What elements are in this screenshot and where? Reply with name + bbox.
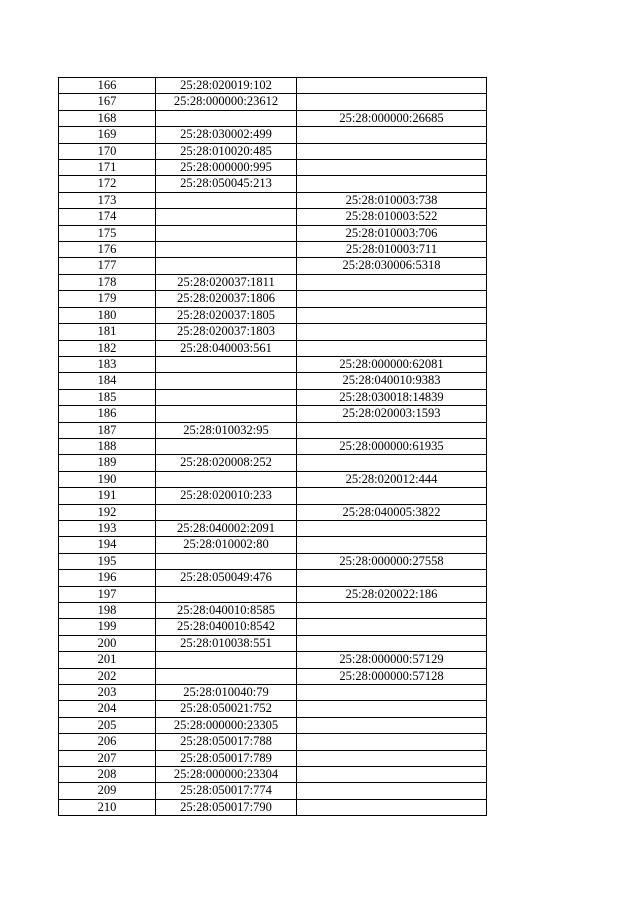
cadastral-number-cell-col2: 25:28:020037:1805 (156, 307, 297, 323)
table-body (59, 78, 487, 816)
table-row (59, 258, 487, 274)
table-row (59, 537, 487, 553)
cadastral-number-cell-col3 (297, 307, 487, 323)
row-number-cell: 189 (59, 455, 156, 471)
row-number-cell: 171 (59, 160, 156, 176)
row-number-cell: 172 (59, 176, 156, 192)
row-number-cell: 193 (59, 520, 156, 536)
row-number-cell: 181 (59, 324, 156, 340)
cadastral-number-cell-col2 (156, 242, 297, 258)
table-row (59, 471, 487, 487)
row-number-cell: 204 (59, 701, 156, 717)
cadastral-number-cell-col2: 25:28:040002:2091 (156, 520, 297, 536)
table-row (59, 455, 487, 471)
row-number-cell: 175 (59, 225, 156, 241)
table-row (59, 734, 487, 750)
row-number-cell: 174 (59, 209, 156, 225)
cadastral-number-cell-col2 (156, 652, 297, 668)
cadastral-number-cell-col2: 25:28:020037:1811 (156, 274, 297, 290)
table-row (59, 799, 487, 815)
table-row (59, 242, 487, 258)
table-row (59, 701, 487, 717)
cadastral-number-cell-col3 (297, 635, 487, 651)
row-number-cell: 186 (59, 406, 156, 422)
cadastral-number-cell-col2 (156, 553, 297, 569)
cadastral-number-cell-col2 (156, 668, 297, 684)
table-row (59, 94, 487, 110)
row-number-cell: 198 (59, 603, 156, 619)
cadastral-number-cell-col2 (156, 225, 297, 241)
table-row (59, 767, 487, 783)
cadastral-number-cell-col2 (156, 192, 297, 208)
cadastral-number-cell-col3 (297, 291, 487, 307)
cadastral-number-cell-col3: 25:28:020012:444 (297, 471, 487, 487)
cadastral-number-cell-col2: 25:28:020037:1803 (156, 324, 297, 340)
cadastral-number-cell-col2 (156, 389, 297, 405)
cadastral-number-cell-col3: 25:28:020003:1593 (297, 406, 487, 422)
cadastral-number-cell-col3 (297, 455, 487, 471)
cadastral-number-cell-col3 (297, 143, 487, 159)
cadastral-number-cell-col3: 25:28:000000:61935 (297, 438, 487, 454)
table-row (59, 143, 487, 159)
row-number-cell: 170 (59, 143, 156, 159)
cadastral-numbers-table (58, 77, 487, 816)
table-row (59, 635, 487, 651)
row-number-cell: 187 (59, 422, 156, 438)
cadastral-number-cell-col3: 25:28:010003:738 (297, 192, 487, 208)
cadastral-number-cell-col2: 25:28:020037:1806 (156, 291, 297, 307)
row-number-cell: 196 (59, 570, 156, 586)
cadastral-number-cell-col3 (297, 799, 487, 815)
row-number-cell: 208 (59, 767, 156, 783)
cadastral-number-cell-col2 (156, 373, 297, 389)
cadastral-number-cell-col2: 25:28:020010:233 (156, 488, 297, 504)
cadastral-number-cell-col3: 25:28:030006:5318 (297, 258, 487, 274)
table-row (59, 356, 487, 372)
table-row (59, 603, 487, 619)
table-row (59, 553, 487, 569)
cadastral-number-cell-col3 (297, 78, 487, 94)
cadastral-number-cell-col2: 25:28:000000:995 (156, 160, 297, 176)
cadastral-number-cell-col3 (297, 537, 487, 553)
cadastral-number-cell-col3: 25:28:010003:522 (297, 209, 487, 225)
row-number-cell: 206 (59, 734, 156, 750)
table-row (59, 520, 487, 536)
row-number-cell: 184 (59, 373, 156, 389)
table-row (59, 488, 487, 504)
table-row (59, 619, 487, 635)
cadastral-number-cell-col2 (156, 504, 297, 520)
row-number-cell: 195 (59, 553, 156, 569)
table-row (59, 570, 487, 586)
cadastral-number-cell-col3 (297, 701, 487, 717)
row-number-cell: 210 (59, 799, 156, 815)
table-row (59, 389, 487, 405)
cadastral-number-cell-col3 (297, 520, 487, 536)
row-number-cell: 168 (59, 110, 156, 126)
table-row (59, 717, 487, 733)
cadastral-number-cell-col2: 25:28:040010:8542 (156, 619, 297, 635)
row-number-cell: 209 (59, 783, 156, 799)
row-number-cell: 200 (59, 635, 156, 651)
table-row (59, 586, 487, 602)
table-row (59, 160, 487, 176)
cadastral-number-cell-col3 (297, 603, 487, 619)
cadastral-number-cell-col3 (297, 750, 487, 766)
table-row (59, 340, 487, 356)
cadastral-number-cell-col2: 25:28:010040:79 (156, 685, 297, 701)
cadastral-number-cell-col2 (156, 406, 297, 422)
cadastral-number-cell-col3 (297, 767, 487, 783)
table-row (59, 373, 487, 389)
cadastral-number-cell-col3 (297, 160, 487, 176)
row-number-cell: 197 (59, 586, 156, 602)
cadastral-number-cell-col3 (297, 94, 487, 110)
table-row (59, 750, 487, 766)
table-row (59, 176, 487, 192)
cadastral-number-cell-col2 (156, 356, 297, 372)
table-row (59, 406, 487, 422)
cadastral-number-cell-col2: 25:28:010002:80 (156, 537, 297, 553)
cadastral-number-cell-col2: 25:28:010032:95 (156, 422, 297, 438)
row-number-cell: 169 (59, 127, 156, 143)
cadastral-number-cell-col2: 25:28:000000:23305 (156, 717, 297, 733)
row-number-cell: 191 (59, 488, 156, 504)
table-row (59, 324, 487, 340)
table-row (59, 110, 487, 126)
cadastral-number-cell-col3: 25:28:040010:9383 (297, 373, 487, 389)
table-row (59, 274, 487, 290)
row-number-cell: 207 (59, 750, 156, 766)
cadastral-number-cell-col3 (297, 340, 487, 356)
cadastral-number-cell-col3 (297, 274, 487, 290)
cadastral-number-cell-col3 (297, 717, 487, 733)
cadastral-number-cell-col2: 25:28:020019:102 (156, 78, 297, 94)
row-number-cell: 167 (59, 94, 156, 110)
cadastral-number-cell-col3 (297, 685, 487, 701)
cadastral-number-cell-col3 (297, 488, 487, 504)
row-number-cell: 192 (59, 504, 156, 520)
table-row (59, 783, 487, 799)
cadastral-number-cell-col2: 25:28:050049:476 (156, 570, 297, 586)
cadastral-number-cell-col3: 25:28:020022:186 (297, 586, 487, 602)
row-number-cell: 173 (59, 192, 156, 208)
cadastral-number-cell-col2: 25:28:030002:499 (156, 127, 297, 143)
row-number-cell: 176 (59, 242, 156, 258)
cadastral-number-cell-col2: 25:28:050017:790 (156, 799, 297, 815)
table-row (59, 504, 487, 520)
row-number-cell: 188 (59, 438, 156, 454)
row-number-cell: 183 (59, 356, 156, 372)
cadastral-number-cell-col3: 25:28:000000:62081 (297, 356, 487, 372)
cadastral-number-cell-col2 (156, 209, 297, 225)
row-number-cell: 203 (59, 685, 156, 701)
cadastral-number-cell-col3: 25:28:000000:27558 (297, 553, 487, 569)
row-number-cell: 178 (59, 274, 156, 290)
cadastral-number-cell-col3 (297, 127, 487, 143)
cadastral-number-cell-col2: 25:28:040003:561 (156, 340, 297, 356)
cadastral-number-cell-col2 (156, 110, 297, 126)
cadastral-number-cell-col2: 25:28:000000:23304 (156, 767, 297, 783)
cadastral-number-cell-col3 (297, 176, 487, 192)
table-row (59, 652, 487, 668)
cadastral-number-cell-col3: 25:28:000000:57129 (297, 652, 487, 668)
row-number-cell: 201 (59, 652, 156, 668)
cadastral-number-cell-col2 (156, 258, 297, 274)
row-number-cell: 166 (59, 78, 156, 94)
cadastral-number-cell-col2: 25:28:050045:213 (156, 176, 297, 192)
table-row (59, 307, 487, 323)
cadastral-number-cell-col3 (297, 734, 487, 750)
cadastral-number-cell-col3: 25:28:000000:57128 (297, 668, 487, 684)
table-row (59, 127, 487, 143)
cadastral-number-cell-col2: 25:28:010020:485 (156, 143, 297, 159)
table-row (59, 291, 487, 307)
row-number-cell: 179 (59, 291, 156, 307)
row-number-cell: 180 (59, 307, 156, 323)
cadastral-number-cell-col2 (156, 438, 297, 454)
row-number-cell: 190 (59, 471, 156, 487)
cadastral-number-cell-col3: 25:28:040005:3822 (297, 504, 487, 520)
cadastral-number-cell-col2 (156, 471, 297, 487)
cadastral-number-cell-col2: 25:28:010038:551 (156, 635, 297, 651)
cadastral-number-cell-col3: 25:28:000000:26685 (297, 110, 487, 126)
cadastral-number-cell-col2: 25:28:040010:8585 (156, 603, 297, 619)
cadastral-number-cell-col3 (297, 783, 487, 799)
cadastral-number-cell-col3 (297, 570, 487, 586)
row-number-cell: 182 (59, 340, 156, 356)
cadastral-number-cell-col2: 25:28:050017:789 (156, 750, 297, 766)
row-number-cell: 185 (59, 389, 156, 405)
cadastral-number-cell-col2: 25:28:050017:774 (156, 783, 297, 799)
table-row (59, 225, 487, 241)
cadastral-number-cell-col3: 25:28:010003:706 (297, 225, 487, 241)
cadastral-number-cell-col2: 25:28:000000:23612 (156, 94, 297, 110)
cadastral-number-cell-col3: 25:28:010003:711 (297, 242, 487, 258)
table-row (59, 209, 487, 225)
row-number-cell: 194 (59, 537, 156, 553)
row-number-cell: 205 (59, 717, 156, 733)
cadastral-number-cell-col3 (297, 422, 487, 438)
cadastral-number-cell-col3: 25:28:030018:14839 (297, 389, 487, 405)
cadastral-number-cell-col3 (297, 619, 487, 635)
cadastral-number-cell-col2: 25:28:050021:752 (156, 701, 297, 717)
row-number-cell: 199 (59, 619, 156, 635)
cadastral-number-cell-col2 (156, 586, 297, 602)
table-row (59, 685, 487, 701)
row-number-cell: 177 (59, 258, 156, 274)
cadastral-number-cell-col3 (297, 324, 487, 340)
table-row (59, 192, 487, 208)
row-number-cell: 202 (59, 668, 156, 684)
table-row (59, 422, 487, 438)
table-row (59, 78, 487, 94)
cadastral-number-cell-col2: 25:28:050017:788 (156, 734, 297, 750)
cadastral-number-cell-col2: 25:28:020008:252 (156, 455, 297, 471)
table-row (59, 438, 487, 454)
table-row (59, 668, 487, 684)
